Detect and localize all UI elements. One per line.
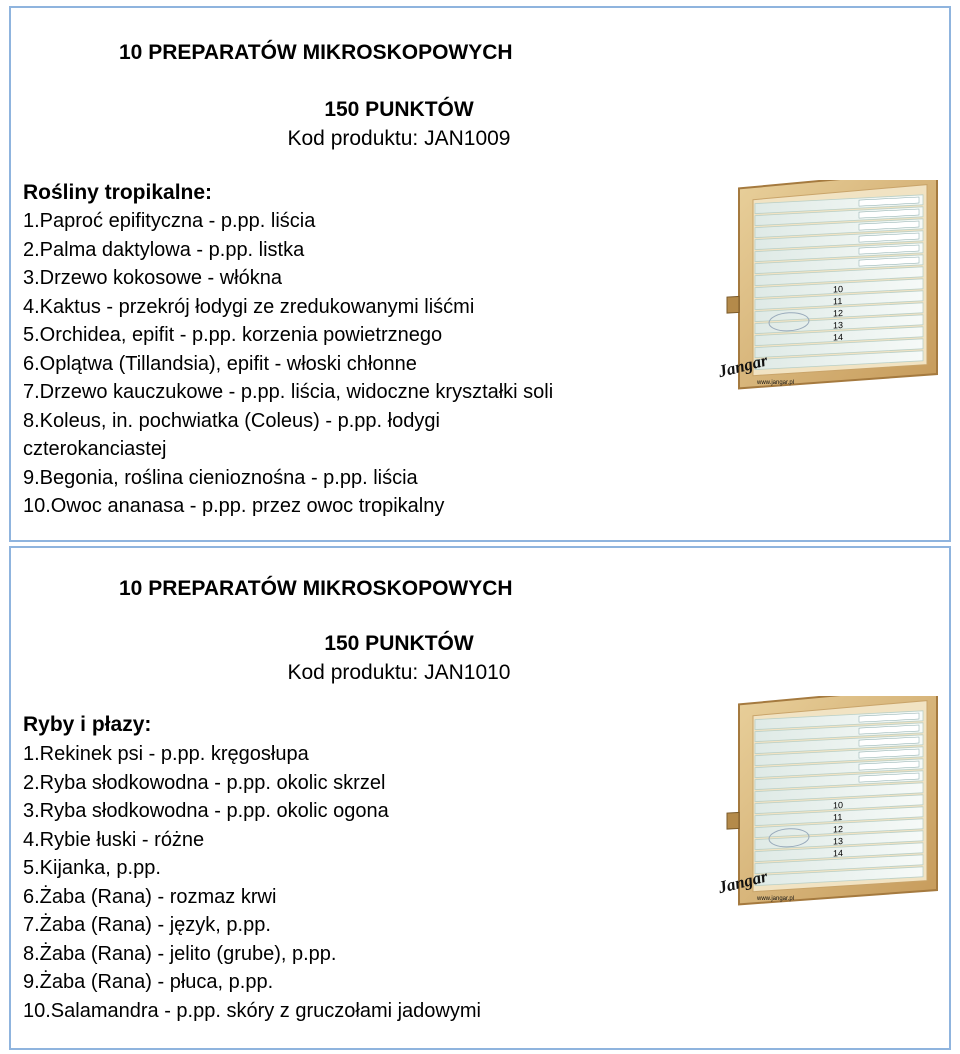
list-item: 5.Orchidea, epifit - p.pp. korzenia powietrznego (23, 324, 443, 346)
list-item: 7.Drzewo kauczukowe - p.pp. liścia, widoczne kryształki soli (23, 381, 554, 403)
list-item: 6.Żaba (Rana) - rozmaz krwi (23, 885, 277, 908)
jangar-logo: Jangar (716, 350, 770, 382)
category-heading: Ryby i płazy: (23, 713, 152, 736)
list-item: 8.Żaba (Rana) - jelito (grube), p.pp. (23, 942, 337, 965)
slide-number: 12 (833, 307, 844, 319)
product-code: Kod produktu: JAN1009 (287, 127, 511, 150)
list-item: 6.Oplątwa (Tillandsia), epifit - włoski chłonne (23, 352, 417, 375)
list-item: 1.Paproć epifityczna - p.pp. liścia (23, 210, 316, 232)
slide-number: 12 (833, 823, 844, 835)
product-title: 10 PREPARATÓW MIKROSKOPOWYCH (119, 41, 513, 64)
list-item: 3.Ryba słodkowodna - p.pp. okolic ogona (23, 800, 389, 822)
product-card-jan1009 (9, 6, 951, 542)
product-code: Kod produktu: JAN1010 (287, 661, 511, 684)
slide-box-photo (709, 696, 941, 908)
jangar-logo: Jangar (716, 866, 770, 898)
product-card-jan1010 (9, 546, 951, 1050)
list-item: 9.Begonia, roślina cienioznośna - p.pp. liścia (23, 466, 418, 489)
list-item: 5.Kijanka, p.pp. (23, 857, 161, 879)
list-item: 2.Palma daktylowa - p.pp. listka (23, 238, 305, 261)
list-item: 9.Żaba (Rana) - płuca, p.pp. (23, 971, 274, 993)
logo-url: www.jangar.pl (757, 380, 795, 386)
list-item: 10.Owoc ananasa - p.pp. przez owoc tropikalny (23, 495, 445, 517)
product-points: 150 PUNKTÓW (324, 632, 474, 655)
product-title: 10 PREPARATÓW MIKROSKOPOWYCH (119, 577, 513, 600)
slide-number: 13 (833, 835, 844, 847)
list-item: 8.Koleus, in. pochwiatka (Coleus) - p.pp. łodygi (23, 409, 440, 432)
slide-number: 11 (833, 296, 843, 307)
slide-list (23, 740, 481, 1025)
product-points: 150 PUNKTÓW (324, 98, 474, 121)
slide-number: 11 (833, 812, 843, 823)
category-heading: Rośliny tropikalne: (23, 181, 213, 204)
slide-number: 14 (833, 331, 844, 343)
slide-number: 13 (833, 319, 844, 331)
list-item: 4.Kaktus - przekrój łodygi ze zredukowanymi liśćmi (23, 295, 475, 318)
slide-number: 14 (833, 847, 844, 859)
slide-number: 10 (833, 283, 844, 295)
slide-box-photo (709, 180, 941, 392)
list-item: 1.Rekinek psi - p.pp. kręgosłupa (23, 743, 309, 765)
slide-number: 10 (833, 799, 844, 811)
list-item: 10.Salamandra - p.pp. skóry z gruczołami jadowymi (23, 999, 481, 1022)
list-item: 4.Rybie łuski - różne (23, 828, 205, 851)
slide-list (23, 207, 553, 521)
list-item: czterokanciastej (23, 438, 167, 460)
list-item: 7.Żaba (Rana) - język, p.pp. (23, 914, 271, 936)
list-item: 2.Ryba słodkowodna - p.pp. okolic skrzel (23, 771, 386, 794)
logo-url: www.jangar.pl (757, 896, 795, 902)
list-item: 3.Drzewo kokosowe - włókna (23, 267, 282, 289)
